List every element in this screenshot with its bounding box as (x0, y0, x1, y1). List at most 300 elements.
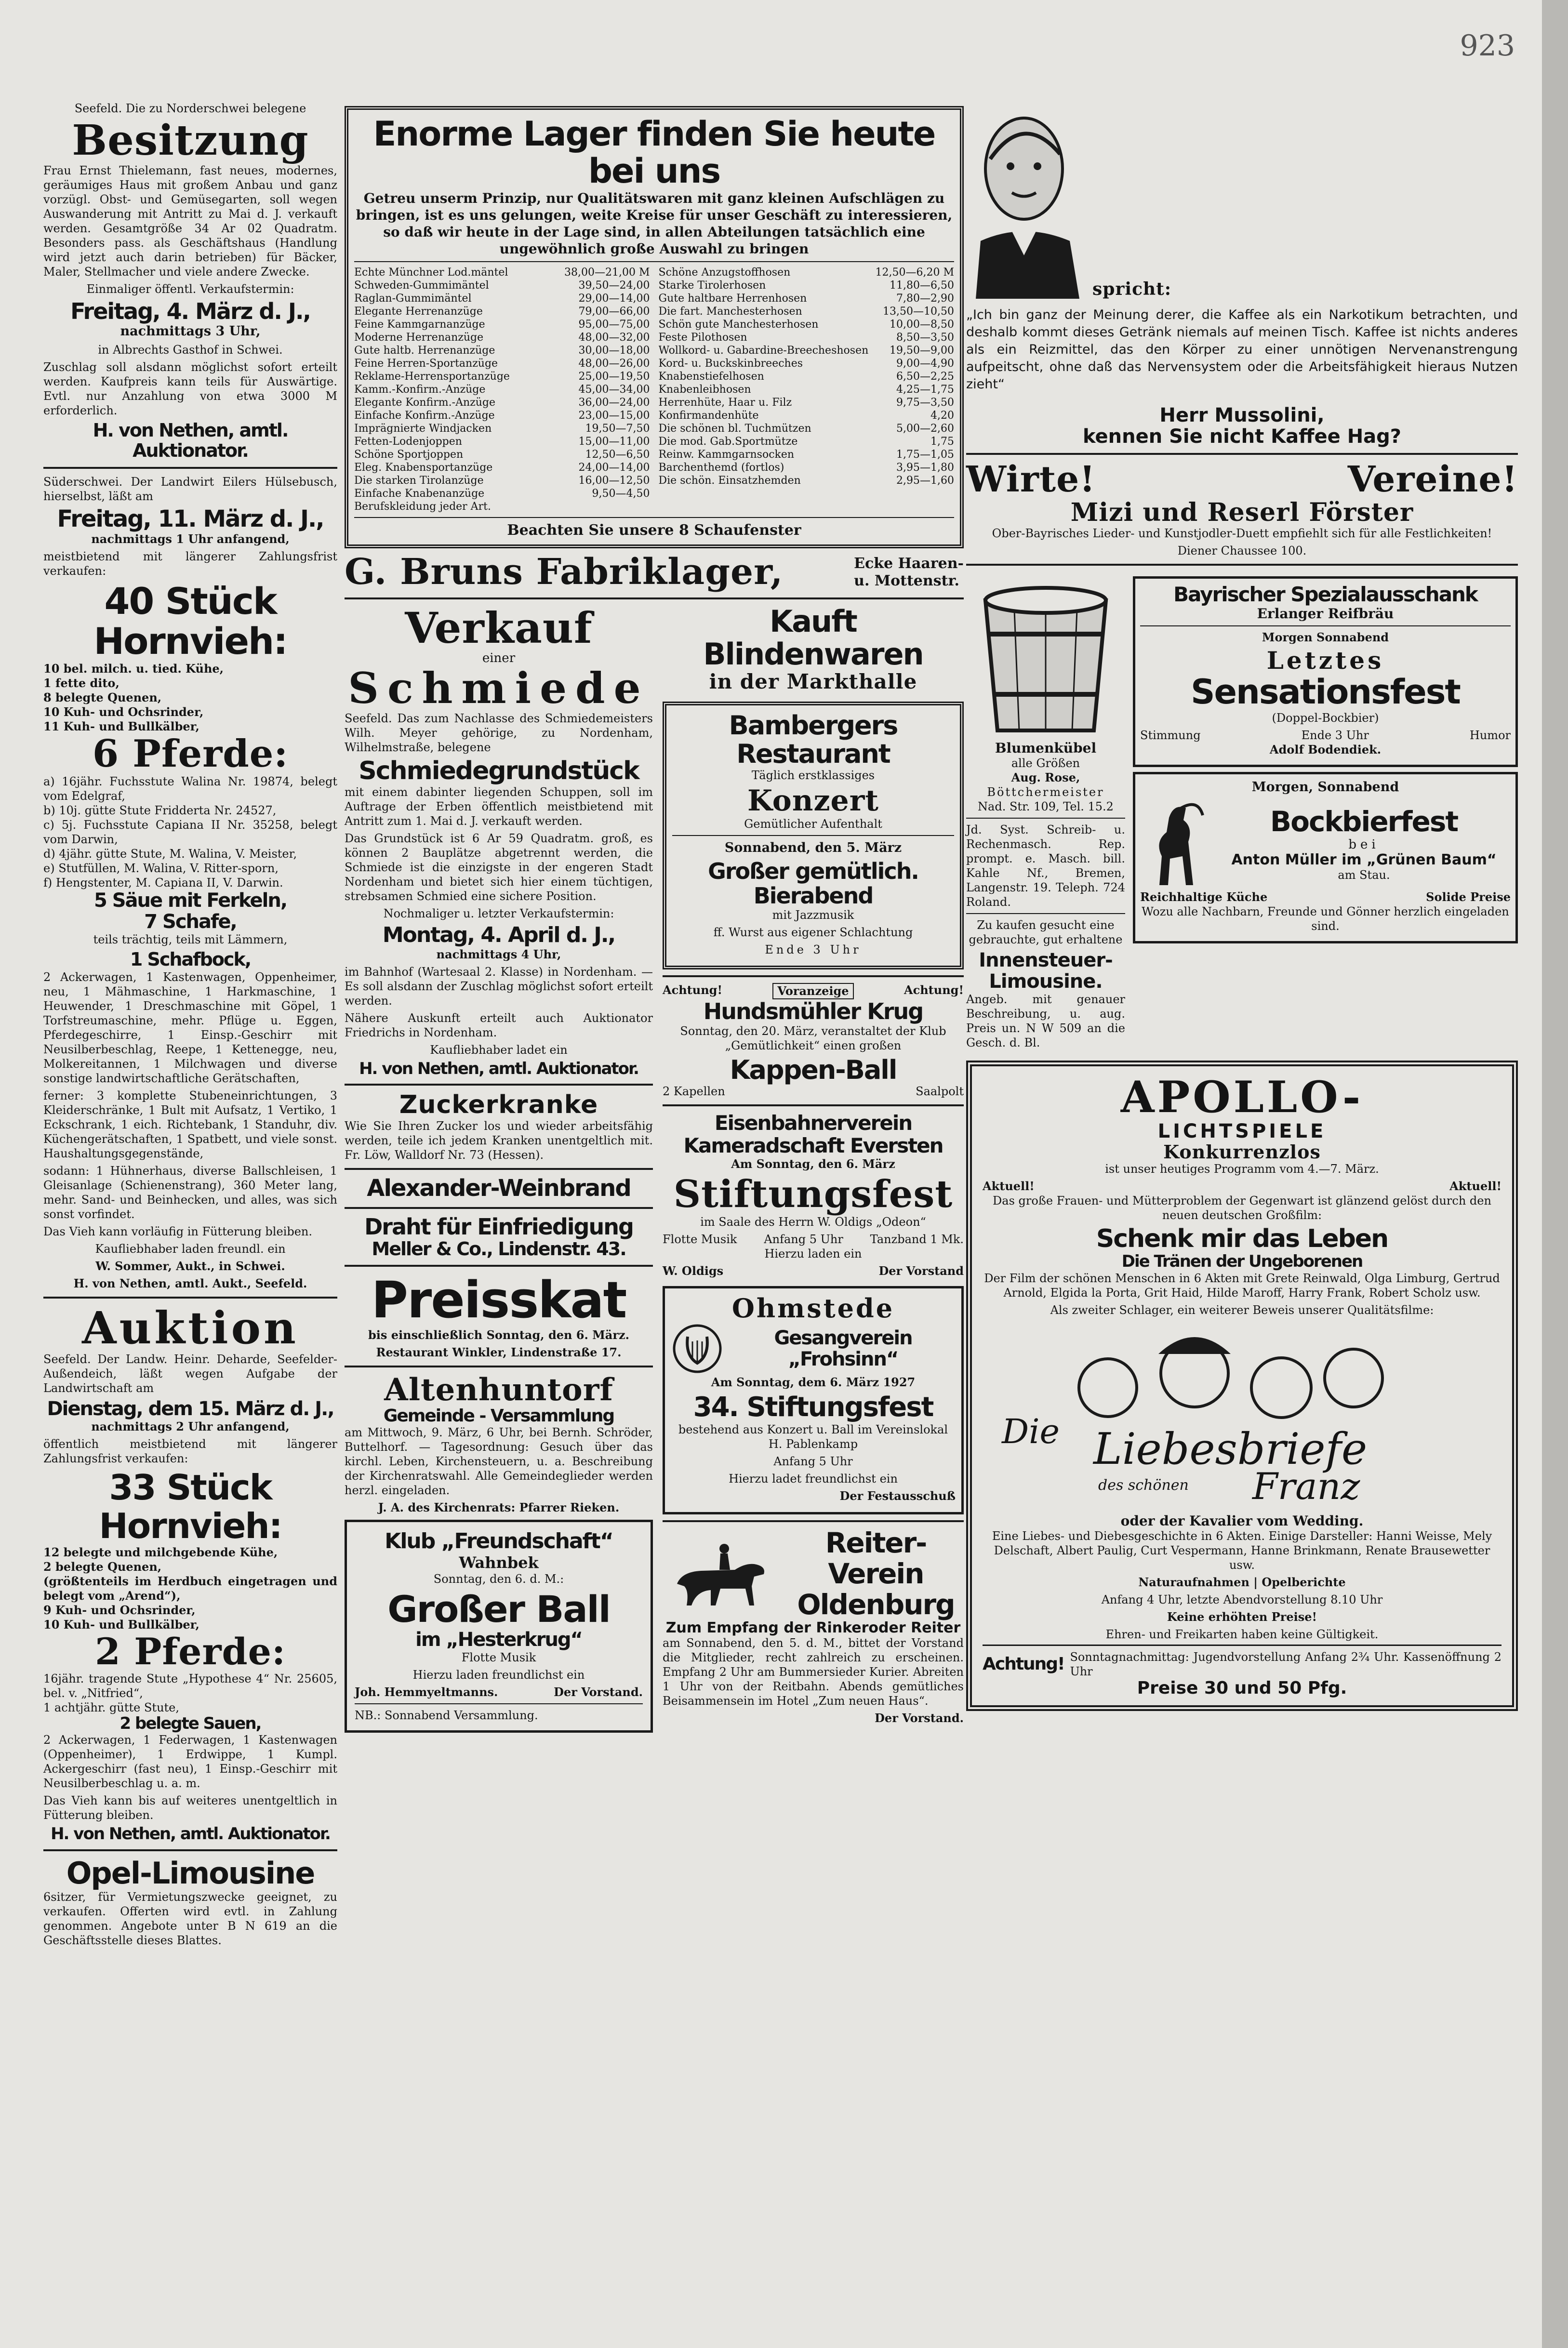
price-value: 8,50—3,50 (896, 332, 954, 344)
ad-terms: meistbietend mit längerer Zahlungsfrist verkaufen: (43, 549, 337, 578)
list-item: 11 Kuh- und Bullkälber, (43, 719, 199, 734)
price-value: 16,00—12,50 (578, 475, 650, 487)
ad-signature-row (663, 1264, 964, 1278)
ad-subheading: 7 Schafe, (144, 911, 237, 933)
price-item: Feste Pilothosen (658, 332, 747, 344)
list-item: e) Stutfüllen, M. Walina, V. Ritter-sporn, (43, 862, 279, 876)
ad-name: Aug. Rose, (1011, 770, 1080, 785)
list-item: 1 achtjähr. gütte Stute, (43, 1700, 180, 1714)
ad-wirte-vereine (966, 461, 1518, 558)
price-value: 48,00—32,00 (578, 332, 650, 344)
ad-weinbrand: Alexander-Weinbrand (367, 1175, 631, 1202)
film-subtitle: oder der Kavalier vom Wedding. (1120, 1512, 1364, 1529)
ad-body: Das Grundstück ist 6 Ar 59 Quadratm. groß, es können 2 Bauplätze abgetrennt werden, die Schmiede ist die einzigste in der engeren Stadt Nordenham und bietet sich hier einem tüchtigen, strebsamen Schmied eine sichere Position. (345, 832, 653, 903)
ad-title: Eisenbahnerverein Kameradschaft Eversten (683, 1111, 943, 1157)
price-value: 6,50—2,25 (896, 371, 954, 383)
price-item: Schweden-Gummimäntel (354, 279, 489, 292)
ad-title: Innensteuer-Limousine. (979, 949, 1113, 993)
ad-kaffee-hag (966, 101, 1518, 447)
ad-music: Flotte Musik (461, 1651, 536, 1665)
price-value: 9,00—4,90 (896, 358, 954, 370)
ad-line: Das große Frauen- und Mütterproblem der Gegenwart ist glänzend gelöst durch den neuen deutschen Großfilm: (993, 1194, 1491, 1222)
price-row (659, 279, 955, 292)
list-item: c) 5j. Fuchsstute Capiana II Nr. 35258, belegt vom Darwin, (43, 818, 337, 847)
price-value: 12,50—6,50 (585, 449, 650, 461)
ad-time: nachmittags 1 Uhr anfangend, (91, 531, 290, 546)
ad-info-row (663, 1232, 964, 1247)
film-cast: Eine Liebes- und Diebesgeschichte in 6 Akten. Einige Darsteller: Hanni Weisse, Mely Delschaft, Albert Paulig, Curt Vespermann, Hanne Brinkmann, Renate Brausewetter usw. (992, 1529, 1492, 1572)
film-title-part: des schönen (1098, 1476, 1189, 1494)
ad-reiterverein (663, 1528, 964, 1725)
lyre-icon (671, 1322, 724, 1375)
ad-title: Vereine! (1347, 459, 1518, 500)
divider (345, 1084, 653, 1086)
ad-title: Ohmstede (731, 1293, 895, 1324)
ad-tagline: kennen Sie nicht Kaffee Hag? (1082, 425, 1401, 448)
price-item: Schöne Anzugstoffhosen (658, 266, 791, 279)
ad-title: Bayrischer Spezialausschank (1173, 583, 1477, 607)
price-row (659, 305, 955, 318)
ad-title: Oldenburg (797, 1588, 955, 1621)
ad-location: in Albrechts Gasthof in Schwei. (98, 343, 283, 357)
price-row (354, 409, 650, 422)
ad-invite: Hierzu laden freundlichst ein (412, 1668, 585, 1682)
divider (354, 517, 954, 518)
price-value: 36,00—24,00 (578, 397, 650, 409)
ad-limousine-gesucht (966, 918, 1125, 1050)
ad-title: Zuckerkranke (399, 1090, 598, 1119)
ad-body: 6sitzer, für Vermietungszwecke geeignet, zu verkaufen. Offerten wird evtl. in Zahlung genommen. Angebote unter B N 619 an die Geschäftsstelle dieses Blattes. (43, 1890, 337, 1947)
price-item: Elegante Herrenanzüge (354, 305, 483, 318)
middle-lower-area (345, 602, 964, 1738)
price-value: 10,00—8,50 (890, 318, 954, 331)
ad-line: ist unser heutiges Programm vom 4.—7. März. (1105, 1162, 1379, 1176)
ad-title: Draht für Einfriedigung (364, 1213, 633, 1240)
ad-body: Angeb. mit genauer Beschreibung, u. aug. Preis un. N W 509 an die Gesch. d. Bl. (966, 993, 1125, 1050)
ad-headline: Schmiedegrundstück (359, 756, 639, 785)
ad-signature: H. von Nethen, amtl. Aukt., Seefeld. (73, 1276, 307, 1291)
price-row (659, 318, 955, 331)
ad-date: Am Sonntag, dem 6. März 1927 (711, 1375, 916, 1390)
price-table (354, 266, 954, 513)
ad-youth: Sonntagnachmittag: Jugendvorstellung Anfang 2¾ Uhr. Kassenöffnung 2 Uhr (1070, 1650, 1502, 1678)
ad-title: APOLLO- (1120, 1072, 1364, 1123)
ad-schreibmaschinen: Jd. Syst. Schreib- u. Rechenmasch. Rep. prompt. e. Masch. bill. Kahle Nf., Bremen, Langenstr. 19. Teleph. 724 Roland. (966, 823, 1125, 909)
ad-line: Naturaufnahmen | Opelberichte (1138, 1575, 1346, 1589)
price-row (354, 305, 650, 318)
price-item: Knabenstiefelhosen (658, 371, 764, 383)
ad-event: 34. Stiftungsfest (693, 1392, 933, 1423)
price-item: Barchenthemd (fortlos) (658, 462, 784, 474)
list-item: d) 4jähr. gütte Stute, M. Walina, V. Meister, (43, 847, 297, 861)
ad-firm: Meller & Co., Lindenstr. 43. (372, 1238, 626, 1260)
horse-list (43, 774, 337, 890)
ad-headline: Großer gemütlich. Bierabend (708, 858, 918, 909)
ad-footer-row (983, 1645, 1502, 1679)
price-item: Kord- u. Buckskinbreeches (658, 358, 803, 370)
company-name: G. Bruns Fabriklager, (345, 551, 784, 593)
ad-bockbierfest (1133, 772, 1518, 943)
ad-title-row (663, 1528, 964, 1620)
price-value: 39,50—24,00 (578, 279, 650, 292)
ad-info: Solide Preise (1426, 890, 1511, 904)
divider (663, 1104, 964, 1106)
price-row (354, 448, 650, 461)
list-item: 2 belegte Quenen, (43, 1559, 162, 1574)
ad-footer: Beachten Sie unsere 8 Schaufenster (507, 522, 801, 539)
price-item: Feine Herren-Sportanzüge (354, 358, 498, 370)
ad-signature: Der Vorstand. (875, 1711, 964, 1725)
ad-signature: Joh. Hemmyeltmanns. (355, 1685, 498, 1699)
ad-body: Zu kaufen gesucht eine gebrauchte, gut erhaltene (969, 918, 1123, 947)
divider (966, 913, 1125, 914)
price-item: Reklame-Herrensportanzüge (354, 371, 510, 383)
ad-hornvieh-1 (43, 475, 337, 1291)
price-row (659, 357, 955, 370)
ad-intro: Seefeld. Das zum Nachlasse des Schmiedemeisters Wilh. Meyer gehörige, zu Nordenham, Wilhelmstraße, belegene (345, 711, 653, 754)
list-item: 9 Kuh- und Ochsrinder, (43, 1603, 196, 1617)
ad-tag: Aktuell! (983, 1179, 1035, 1194)
list-item: b) 10j. gütte Stute Fridderta Nr. 24527, (43, 804, 277, 818)
list-item: a) 16jähr. Fuchsstute Walina Nr. 19874, belegt vom Edelgraf, (43, 775, 337, 803)
ad-zuckerkranke (345, 1091, 653, 1162)
ad-event: Großer Ball (387, 1587, 610, 1631)
ad-address: Diener Chaussee 100. (1177, 544, 1307, 558)
ad-label: Blumenkübel (995, 740, 1097, 756)
ad-start: Anfang 5 Uhr (764, 1233, 843, 1246)
price-row (659, 331, 955, 344)
price-row (354, 318, 650, 331)
column-middle (345, 101, 964, 1738)
ad-job: Böttchermeister (987, 785, 1104, 799)
divider (43, 1849, 337, 1851)
list-item: 10 bel. milch. u. tied. Kühe, (43, 662, 224, 676)
price-row (659, 448, 955, 461)
price-item: Schöne Sportjoppen (354, 449, 464, 461)
ad-title: Reiter-Verein (825, 1526, 927, 1590)
ad-body: am Mittwoch, 9. März, 6 Uhr, bei Bernh. Schröder, Buttelhorf. — Tagesordnung: Gesuch über das kirchl. Leben, Kirchensteuern, u. a. Beschreibung der Kirchenratswahl. Alle Gemeindeglieder werden herzl. eingeladen. (345, 1426, 653, 1498)
price-value: 12,50—6,20 M (875, 266, 954, 279)
price-row (354, 331, 650, 344)
cattle-list (43, 662, 337, 734)
ad-music: 2 Kapellen (663, 1085, 725, 1099)
ad-heading: 40 Stück Hornvieh: (93, 579, 287, 663)
price-row (659, 474, 955, 487)
price-item: Knabenleibhosen (658, 384, 751, 396)
price-item: Imprägnierte Windjacken (354, 423, 492, 435)
ad-end: Ende 3 Uhr (765, 943, 862, 957)
film-title-part: Liebesbriefe (1093, 1423, 1368, 1474)
ad-terms: öffentlich meistbietend mit längerer Zahlungsfrist verkaufen: (43, 1437, 337, 1466)
list-item: f) Hengstenter, M. Capiana II, V. Darwin. (43, 876, 283, 890)
ad-invite: Kaufliebhaber laden freundl. ein (95, 1242, 286, 1256)
ad-club-row (671, 1322, 956, 1375)
film-title: Schenk mir das Leben (1096, 1224, 1388, 1254)
ad-tags (663, 983, 964, 999)
ad-invite: Hierzu ladet freundlichst ein (729, 1472, 898, 1486)
ad-title: Preisskat (371, 1271, 626, 1330)
ad-signature: Der Vorstand (878, 1264, 964, 1278)
divider (663, 1520, 964, 1522)
divider (354, 261, 954, 262)
ad-title: Opel-Limousine (66, 1855, 315, 1891)
price-value: 11,80—6,50 (890, 279, 954, 292)
ad-warning: Achtung! (983, 1654, 1064, 1674)
ad-schmiede (345, 602, 653, 1078)
ad-event: Konzert (747, 784, 879, 818)
ad-line: Restaurant Winkler, Lindenstraße 17. (376, 1345, 622, 1359)
ad-title: Auktion (82, 1302, 299, 1354)
price-item: Eleg. Knabensportanzüge (354, 462, 493, 474)
middle-right-subcolumn (663, 605, 964, 1738)
divider (663, 975, 964, 977)
ad-at: bei (1348, 837, 1380, 852)
divider (966, 818, 1125, 819)
ad-headline: Konkurrenzlos (1163, 1141, 1321, 1163)
film-title-part: Franz (1252, 1464, 1360, 1508)
price-column-right (659, 266, 955, 513)
price-value: 24,00—14,00 (578, 462, 650, 474)
ad-eisenbahner (663, 1112, 964, 1278)
price-value: 95,00—75,00 (578, 318, 650, 331)
ad-terms: Zuschlag soll alsdann möglichst sofort erteilt werden. Kaufpreis kann teils für Auswärtige. Evtl. nur Anzahlung von etwa 3000 M erforderlich. (43, 360, 337, 418)
divider (345, 1207, 653, 1209)
ad-venue: im Saale des Herrn W. Oldigs „Odeon“ (700, 1215, 926, 1229)
ad-signature: W. Oldigs (663, 1264, 724, 1278)
price-item: Einfache Knabenanzüge (354, 488, 485, 500)
ad-title: Verkauf (405, 602, 593, 653)
ad-bayrischer-ausschank (1133, 576, 1518, 767)
price-item: Einfache Konfirm.-Anzüge (354, 410, 495, 422)
price-row (354, 383, 650, 396)
ad-dance: Tanzband 1 Mk. (870, 1233, 964, 1246)
ad-info: Nähere Auskunft erteilt auch Auktionator Friedrichs in Nordenham. (345, 1011, 653, 1039)
ad-note: (Doppel-Bockbier) (1272, 711, 1379, 725)
ad-equipment: 2 Ackerwagen, 1 Kastenwagen, Oppenheimer, neu, 1 Mähmaschine, 1 Harkmaschine, 1 Heuwender, 1 Dreschmaschine mit Göpel, 1 Torfstreumaschine, mehr. Pflüge u. Eggen, Pferdegeschirre, 1 Einsp.-Geschirr mit Neusilberbeschlag, Reepe, 1 Kettenegge, neu, Molkereitannen, 1 Milchwagen und diverse sonstige landwirtschaftliche Gerätschaften, (43, 970, 337, 1086)
price-row (659, 409, 955, 422)
ad-music: mit Jazzmusik (772, 908, 854, 922)
ad-title: Besitzung (72, 116, 309, 165)
price-item: Raglan-Gummimäntel (354, 292, 472, 305)
ad-event: Kappen-Ball (730, 1055, 897, 1085)
ad-tag: Voranzeige (772, 983, 853, 999)
ad-time: nachmittags 4 Uhr, (436, 947, 561, 961)
ad-heading: 2 Pferde: (94, 1630, 286, 1673)
horse-rider-icon (663, 1538, 783, 1610)
price-row (354, 357, 650, 370)
ad-music: Flotte Musik (663, 1233, 737, 1246)
ad-date: Sonnabend, den 5. März (724, 840, 902, 856)
divider (355, 1703, 643, 1704)
price-row (354, 461, 650, 474)
price-item: Reinw. Kammgarnsocken (658, 449, 795, 461)
ad-equipment: 2 Ackerwagen, 1 Federwagen, 1 Kastenwagen (Oppenheimer), 1 Erdwippe, 1 Kumpl. Ackergeschirr (fast neu), 1 Einsp.-Geschirr mit Neusilberbeschlag u. a. m. (43, 1733, 337, 1791)
ad-portrait-row (966, 101, 1518, 299)
ad-location: im Bahnhof (Wartesaal 2. Klasse) in Nordenham. — Es soll alsdann der Zuschlag möglichst sofort erteilt werden. (345, 965, 653, 1008)
column-right (966, 101, 1518, 1716)
page-edge (1542, 0, 1568, 2348)
ad-subheading: 5 Säue mit Ferkeln, (93, 889, 287, 912)
ad-times: Anfang 4 Uhr, letzte Abendvorstellung 8.10 Uhr (1101, 1592, 1383, 1606)
divider (345, 1265, 653, 1267)
list-item: 1 fette dito, (43, 676, 120, 690)
goat-icon (1140, 798, 1212, 890)
ad-event-block (1217, 807, 1511, 882)
ad-price: Preise 30 und 50 Pfg. (1137, 1678, 1347, 1698)
divider (345, 597, 964, 599)
ad-bruns-fabriklager (345, 553, 964, 592)
price-item: Kamm.-Konfirm.-Anzüge (354, 384, 486, 396)
ad-sub: LICHTSPIELE (1157, 1120, 1327, 1143)
ad-body: Frau Ernst Thielemann, fast neues, modernes, geräumiges Haus mit großem Anbau und ganz vorzügl. Obst- und Gemüsegarten, soll wegen Auswanderung mit Antritt zu Mai d. J. verkauft werden. Gesamtgröße 34 Ar 02 Quadratm. Besonders pass. als Geschäftshaus (Handlung wird jetzt auch darin betrieben) für Bäcker, Maler, Stellmacher und viele andere Zwecke. (43, 163, 337, 279)
ad-info: Humor (1469, 729, 1511, 743)
ad-headline: Zum Empfang der Rinkeroder Reiter (665, 1619, 961, 1637)
price-value: 2,95—1,60 (896, 475, 954, 487)
address-line: u. Mottenstr. (854, 572, 959, 589)
ad-title: Schmiede (348, 663, 650, 713)
price-value: 30,00—18,00 (578, 345, 650, 357)
ad-blindenwaren (663, 605, 964, 693)
price-item: Die mod. Gab.Sportmütze (658, 436, 798, 448)
cattle-list (43, 1545, 337, 1632)
price-item: Die schön. Einsatzhemden (658, 475, 801, 487)
ad-intro: Seefeld. Der Landw. Heinr. Deharde, Seefelder-Außendeich, läßt wegen Aufgabe der Landwirtschaft am (43, 1353, 337, 1395)
price-row (659, 266, 955, 279)
ad-food: ff. Wurst aus eigener Schlachtung (713, 926, 913, 940)
ad-place: am Stau. (1338, 868, 1390, 882)
price-value: 9,50—4,50 (592, 488, 650, 500)
ad-ohmstede (663, 1286, 964, 1514)
price-row (354, 474, 650, 487)
price-value: 3,95—1,80 (896, 462, 954, 474)
film-poster (983, 1320, 1502, 1513)
ad-body: Sonntag, den 20. März, veranstaltet der Klub „Gemütlichkeit“ einen großen (680, 1024, 946, 1052)
price-row (659, 461, 955, 474)
ad-venue: im „Hesterkrug“ (415, 1629, 582, 1651)
ad-date: Morgen Sonnabend (1262, 630, 1389, 645)
right-mid-area (966, 571, 1518, 1053)
ad-apollo-lichtspiele (966, 1061, 1518, 1711)
ad-body: am Sonnabend, den 5. d. M., bittet der Vorstand die Mitglieder, recht zahlreich zu erscheinen. Empfang 2 Uhr am Bummersieder Kurier. Abreiten 1 Uhr von der Reitbahn. Abends gemütliches Beisammensein im Hotel „Zum neuen Haus“. (663, 1636, 964, 1708)
ad-event: Bockbierfest (1270, 805, 1458, 838)
price-value: 19,50—9,00 (890, 345, 954, 357)
ad-title: Wirte! (966, 459, 1096, 500)
price-value: 4,20 (930, 410, 954, 422)
ad-line: Gemütlicher Aufenthalt (744, 817, 882, 831)
price-value: 1,75—1,05 (896, 449, 954, 461)
ad-sub: Ober-Bayrisches Lieder- und Kunstjodler-Duett empfiehlt sich für alle Festlichkeiten! (992, 527, 1492, 541)
price-row (354, 500, 650, 513)
ad-bambergers (663, 702, 964, 970)
divider (966, 453, 1518, 455)
ad-title: Kauft Blindenwaren (703, 603, 923, 672)
ad-date: Sonntag, den 6. d. M.: (433, 1572, 564, 1586)
price-value: 13,50—10,50 (883, 305, 954, 318)
list-item: 10 Kuh- und Bullkälber, (43, 1617, 199, 1632)
price-item: Fetten-Lodenjoppen (354, 436, 462, 448)
ad-body: Wie Sie Ihren Zucker los und wieder arbeitsfähig werden, teile ich jedem Kranken unentgeltlich mit. Fr. Löw, Walldorf Nr. 73 (Hessen). (345, 1119, 653, 1162)
flower-tub-icon (966, 571, 1125, 740)
term-intro: Nochmaliger u. letzter Verkaufstermin: (383, 907, 614, 921)
ad-line: Ehren- und Freikarten haben keine Gültigkeit. (1105, 1627, 1379, 1641)
ad-intro: Getreu unserm Prinzip, nur Qualitätswaren mit ganz kleinen Aufschlägen zu bringen, ist es uns gelungen, weite Kreise für unser Geschäft zu interessieren, so daß wir heute in der Lage sind, in allen Abteilungen tatsächlich eine ungewöhnlich große Auswahl zu bringen (356, 190, 953, 257)
ad-line: bis einschließlich Sonntag, den 6. März. (368, 1327, 629, 1342)
price-item: Echte Münchner Lod.mäntel (354, 266, 508, 279)
price-item: Schön gute Manchesterhosen (658, 318, 819, 331)
ad-info-row (1140, 728, 1511, 743)
divider (672, 835, 954, 836)
ad-place: Seefeld. Die zu Norderschwei belegene (74, 102, 306, 115)
price-item: Feine Kammgarnanzüge (354, 318, 485, 331)
ad-info: Reichhaltige Küche (1140, 890, 1268, 904)
list-item: 8 belegte Quenen, (43, 690, 162, 705)
ad-bruns-lager (345, 106, 964, 548)
ad-time: nachmittags 3 Uhr, (120, 324, 261, 339)
ad-opel (43, 1857, 337, 1948)
ad-tag: Aktuell! (1449, 1179, 1502, 1194)
ad-note: Das Vieh kann bis auf weiteres unentgeltlich in Fütterung bleiben. (43, 1794, 337, 1822)
ad-altenhuntorf (345, 1373, 653, 1515)
ad-name: Mizi und Reserl Förster (1070, 497, 1414, 527)
price-item: Berufskleidung jeder Art. (354, 501, 491, 513)
ad-event: Letztes (1266, 646, 1384, 675)
ad-title: Altenhuntorf (384, 1371, 613, 1408)
price-item: Moderne Herrenanzüge (354, 332, 484, 344)
price-row (354, 396, 650, 409)
price-value: 48,00—26,00 (578, 358, 650, 370)
ad-extra: sodann: 1 Hühnerhaus, diverse Ballschleisen, 1 Gleisanlage (Schienenstrang), 360 Meter lang, mehr. Sand- und Beinhecken, und alles, was sich sonst vorfindet. (43, 1164, 337, 1221)
ad-note: NB.: Sonnabend Versammlung. (355, 1709, 538, 1723)
price-row (659, 370, 955, 383)
ad-sub: alle Größen (1011, 756, 1080, 770)
price-value: 1,75 (930, 436, 954, 448)
price-item: Starke Tirolerhosen (658, 279, 766, 292)
ad-signature: W. Sommer, Aukt., in Schwei. (95, 1259, 285, 1273)
ad-title-row (966, 461, 1518, 499)
price-row (659, 383, 955, 396)
price-value: 79,00—66,00 (578, 305, 650, 318)
price-item: Herrenhüte, Haar u. Filz (658, 397, 792, 409)
price-value: 4,25—1,75 (896, 384, 954, 396)
ad-tag: Achtung! (663, 983, 722, 997)
ad-speaker: spricht: (1092, 279, 1172, 300)
ad-signature: Der Festausschuß (839, 1488, 956, 1503)
ad-preisskat (345, 1273, 653, 1359)
ad-line: Keine erhöhten Preise! (1167, 1609, 1317, 1624)
price-row (354, 344, 650, 357)
ad-subtitle: Gemeinde - Versammlung (383, 1406, 614, 1426)
ad-tags (983, 1179, 1502, 1194)
price-row (659, 396, 955, 409)
ad-signature: J. A. des Kirchenrats: Pfarrer Rieken. (378, 1500, 620, 1515)
ad-body: bestehend aus Konzert u. Ball im Vereinslokal H. Pablenkamp (678, 1422, 948, 1451)
ad-signature: Adolf Bodendiek. (1269, 743, 1382, 757)
ad-subheading: 1 Schafbock, (130, 949, 251, 970)
divider (345, 1168, 653, 1170)
ad-title-join: einer (482, 650, 516, 665)
price-item: Konfirmandenhüte (658, 410, 759, 422)
price-item: Die starken Tirolanzüge (354, 475, 484, 487)
price-value: 25,00—19,50 (578, 371, 650, 383)
ad-date: Freitag, 11. März d. J., (57, 505, 324, 533)
ad-line: Täglich erstklassiges (751, 769, 875, 783)
ad-name: Anton Müller im „Grünen Baum“ (1231, 851, 1497, 868)
ad-furniture: ferner: 3 komplette Stubeneinrichtungen, 3 Kleiderschränke, 1 Bult mit Aufsatz, 1 Vertiko, 1 Eckschrank, 1 eich. Richtebank, 1 Standuhr, div. Küchengerätschaften, 1 Spatbett, und viele sonst. Haushaltungsgegenstände, (43, 1089, 337, 1161)
faces-illustration-icon (1036, 1320, 1421, 1431)
divider (43, 1297, 337, 1299)
ad-start: Anfang 5 Uhr (773, 1454, 853, 1468)
ad-hundsmuehler (663, 983, 964, 1099)
